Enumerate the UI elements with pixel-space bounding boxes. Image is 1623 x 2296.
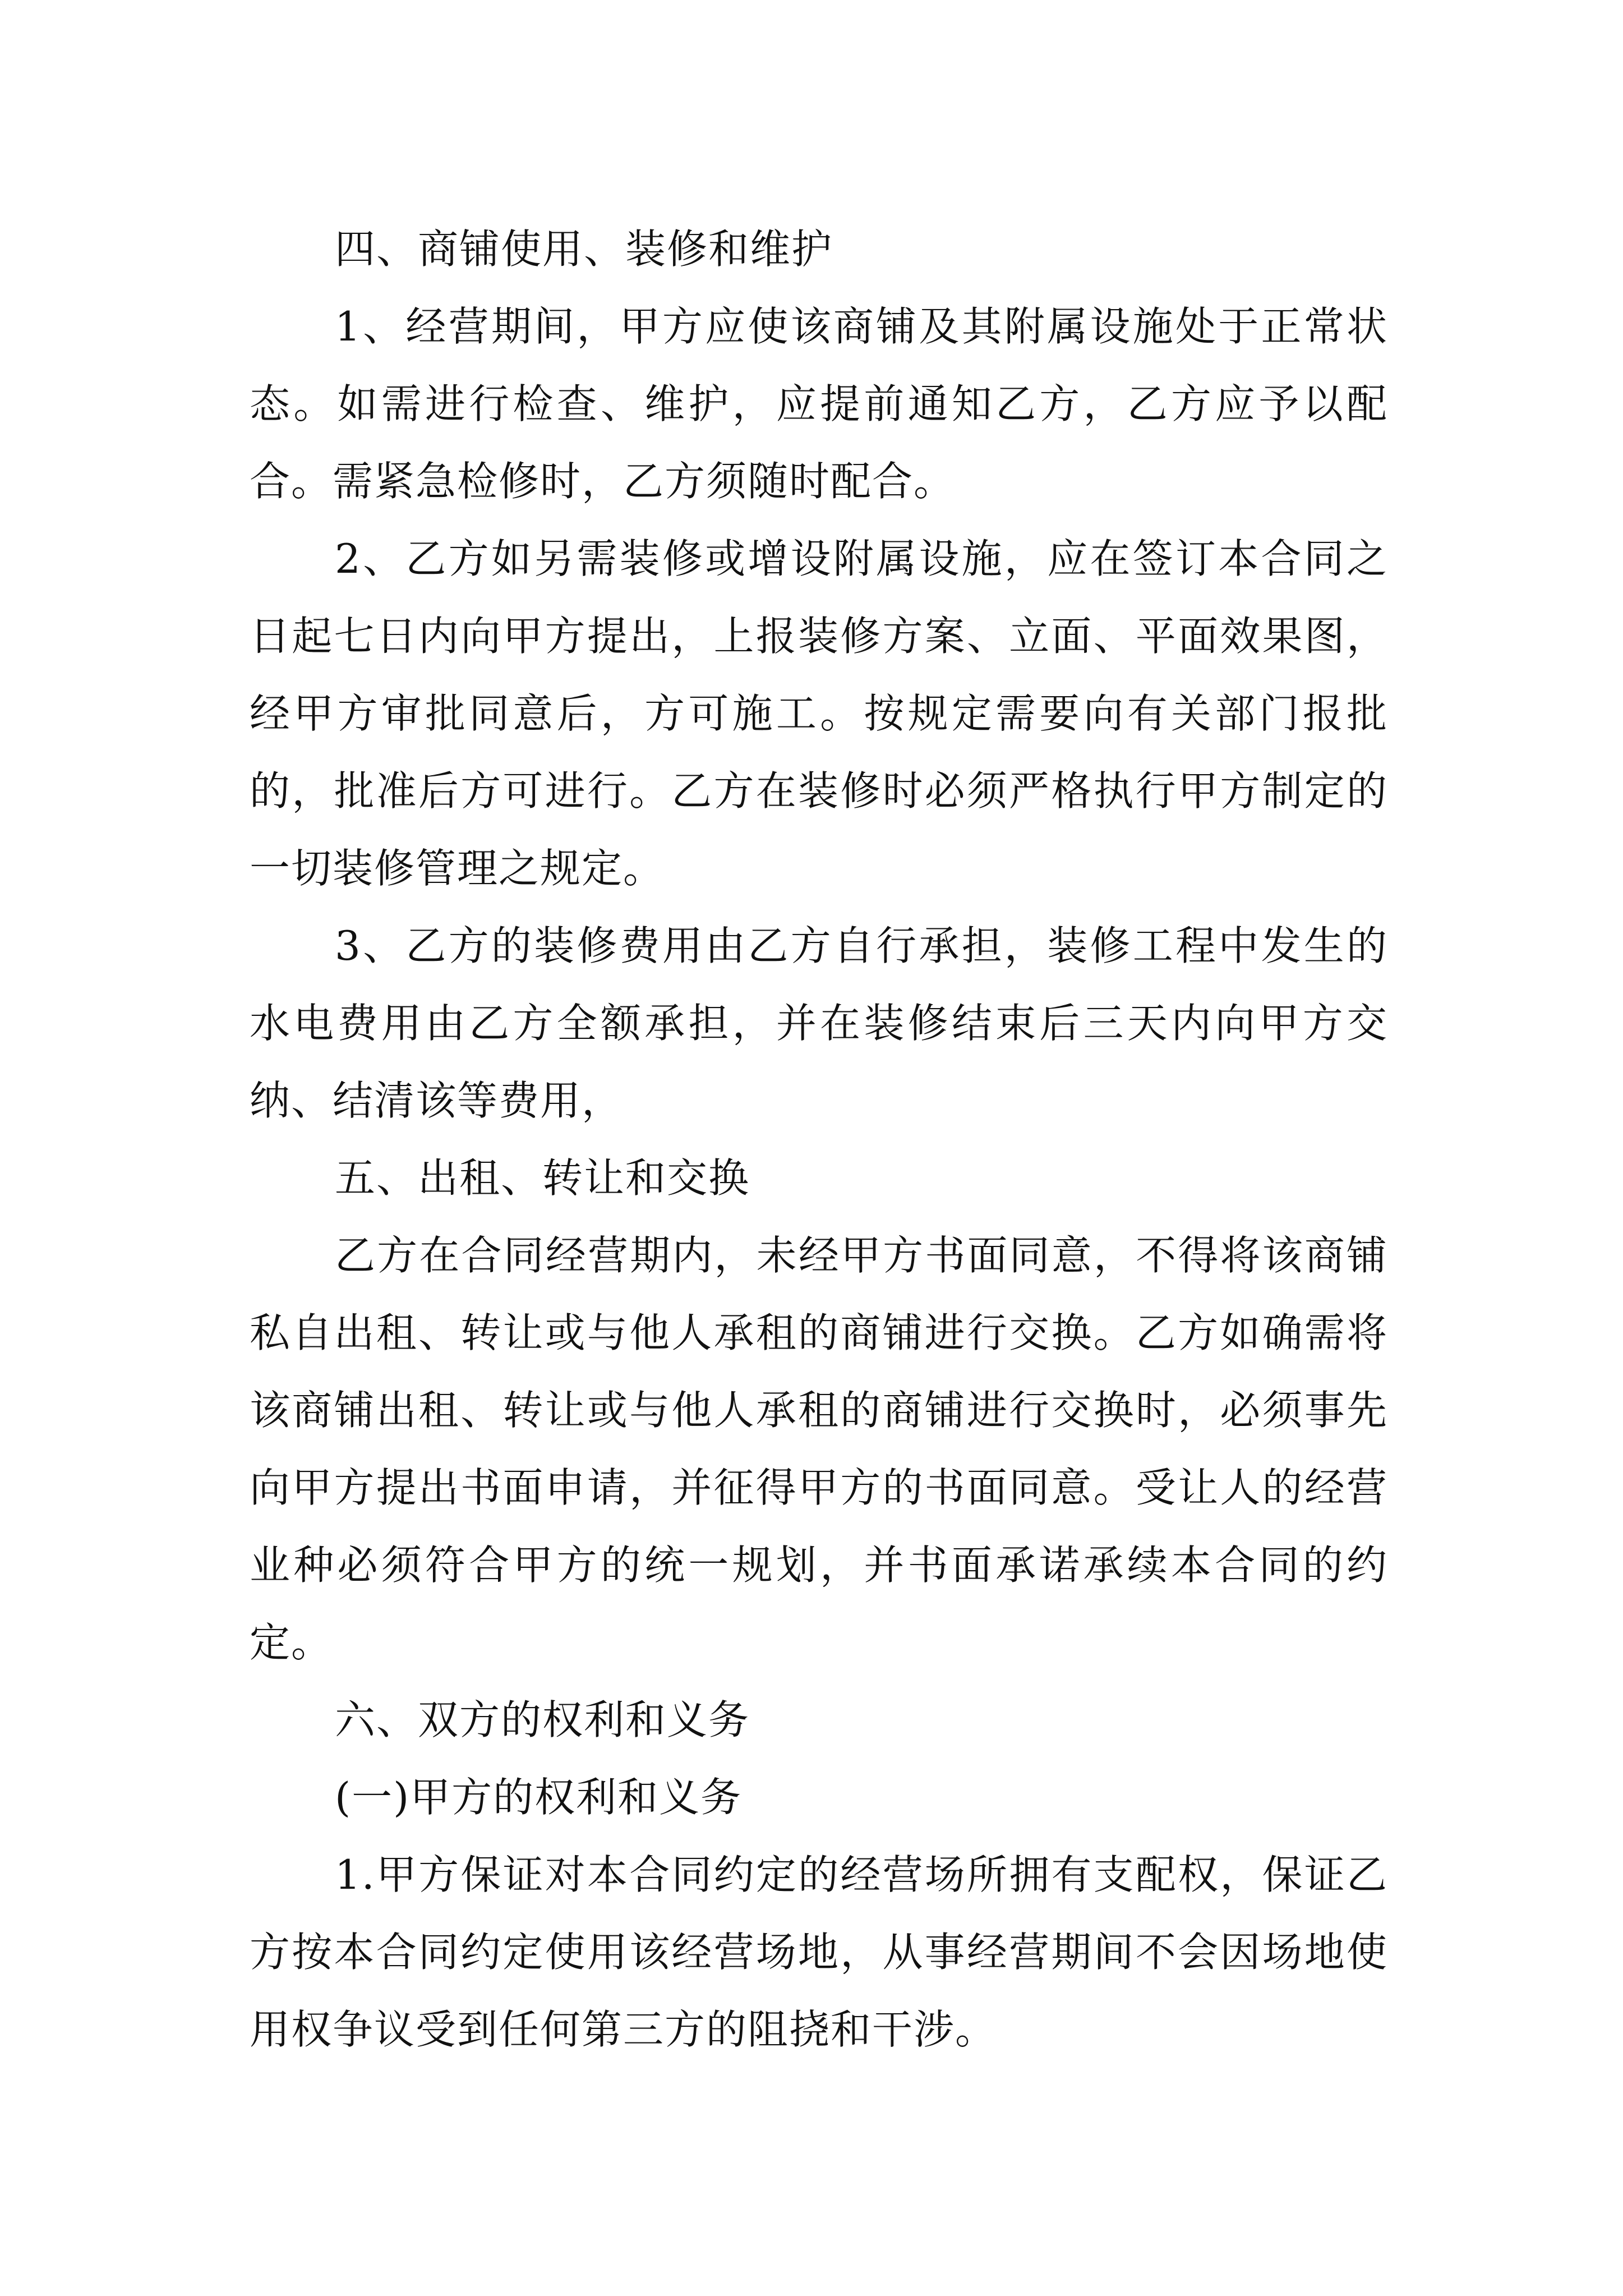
section-heading-rights: 六、双方的权利和义务 [335,1696,750,1743]
subsection-heading: (一)甲方的权利和义务 [335,1774,743,1821]
section-heading-shop-use: 四、商铺使用、装修和维护 [335,226,833,273]
clause-paragraph: 2、乙方如另需装修或增设附属设施，应在签订本合同之日起七日内向甲方提出，上报装修方案、立面、平面效果图，经甲方审批同意后，方可施工。按规定需要向有关部门报批的，批准后方可进行。乙方在装修时必须严格执行甲方制定的一切装修管理之规定。 [250,535,1388,892]
clause-paragraph: 1.甲方保证对本合同约定的经营场所拥有支配权，保证乙方按本合同约定使用该经营场地，从事经营期间不会因场地使用权争议受到任何第三方的阻挠和干涉。 [250,1851,1388,2053]
clause-paragraph: 乙方在合同经营期内，未经甲方书面同意，不得将该商铺私自出租、转让或与他人承租的商铺进行交换。乙方如确需将该商铺出租、转让或与他人承租的商铺进行交换时，必须事先向甲方提出书面申请，并征得甲方的书面同意。受让人的经营业种必须符合甲方的统一规划，并书面承诺承续本合同的约定。 [250,1232,1388,1666]
clause-paragraph: 3、乙方的装修费用由乙方自行承担，装修工程中发生的水电费用由乙方全额承担，并在装修结束后三天内向甲方交纳、结清该等费用， [250,922,1388,1124]
clause-paragraph: 1、经营期间，甲方应使该商铺及其附属设施处于正常状态。如需进行检查、维护，应提前通知乙方，乙方应予以配合。需紧急检修时，乙方须随时配合。 [250,303,1388,505]
document-body [250,210,1388,2068]
section-heading-sublease: 五、出租、转让和交换 [335,1154,750,1202]
